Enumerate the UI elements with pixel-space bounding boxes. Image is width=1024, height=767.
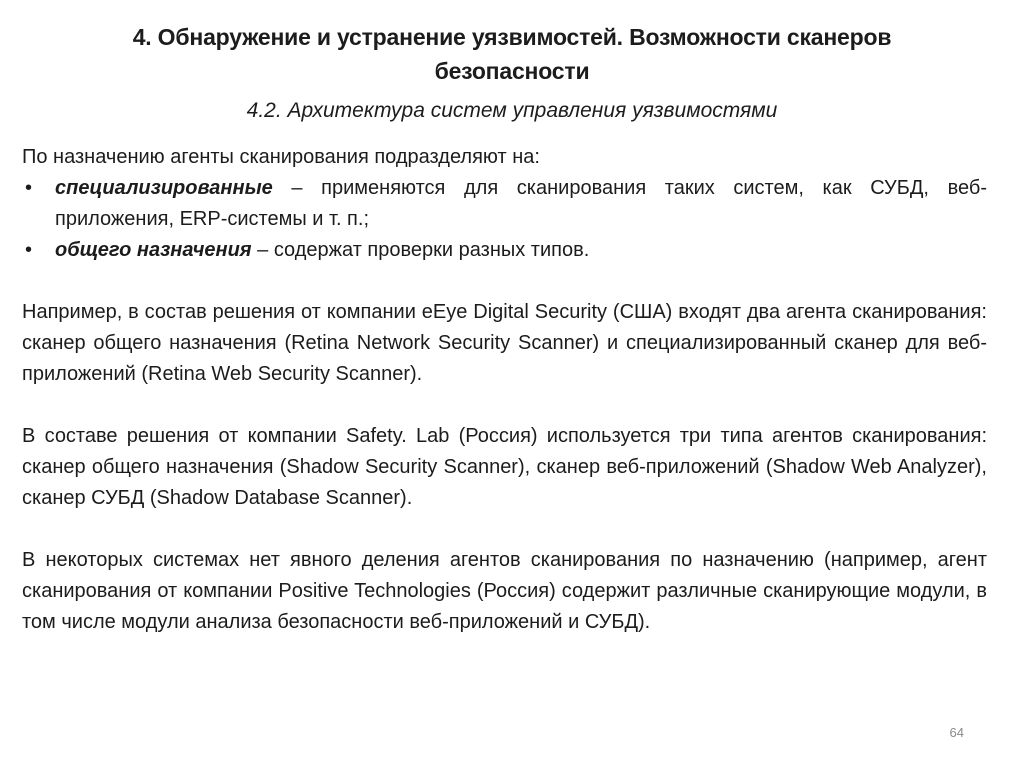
bullet-item-general bbox=[22, 235, 987, 266]
slide-title: 4. Обнаружение и устранение уязвимостей. Возможности сканеров безопасности bbox=[132, 24, 892, 84]
page-number: 64 bbox=[949, 725, 964, 740]
slide-content bbox=[22, 142, 987, 638]
bullet-icon: • bbox=[25, 239, 33, 261]
bullet-term: специализированные bbox=[55, 177, 273, 199]
paragraph-eeye: Например, в состав решения от компании eEye Digital Security (США) входят два агента сканирования: сканер общего назначения (Retina Network Security Scanner) и специализированный сканер для веб-приложений (Retina Web Security Scanner). bbox=[22, 301, 987, 385]
intro-text: По назначению агенты сканирования подразделяют на: bbox=[22, 146, 540, 168]
bullet-text: – применяются для сканирования таких систем, как СУБД, веб-приложения, ERP-системы и т. п.; bbox=[55, 177, 987, 230]
bullet-text: – содержат проверки разных типов. bbox=[251, 239, 590, 261]
bullet-term: общего назначения bbox=[55, 239, 252, 261]
paragraph-positive-technologies: В некоторых системах нет явного деления агентов сканирования по назначению (например, агент сканирования от компании Positive Technologies (Россия) содержит различные сканирующие модули, в том числе модули анализа безопасности веб-приложений и СУБД). bbox=[22, 549, 987, 633]
slide-subtitle: 4.2. Архитектура систем управления уязвимостями bbox=[246, 99, 778, 122]
paragraph-safety-lab: В составе решения от компании Safety. Lab (Россия) используется три типа агентов сканирования: сканер общего назначения (Shadow Security Scanner), сканер веб-приложений (Shadow Web Analyzer), сканер СУБД (Shadow Database Scanner). bbox=[22, 425, 987, 509]
bullet-item-specialized bbox=[22, 173, 987, 235]
bullet-list bbox=[22, 173, 987, 266]
bullet-icon: • bbox=[25, 177, 33, 199]
